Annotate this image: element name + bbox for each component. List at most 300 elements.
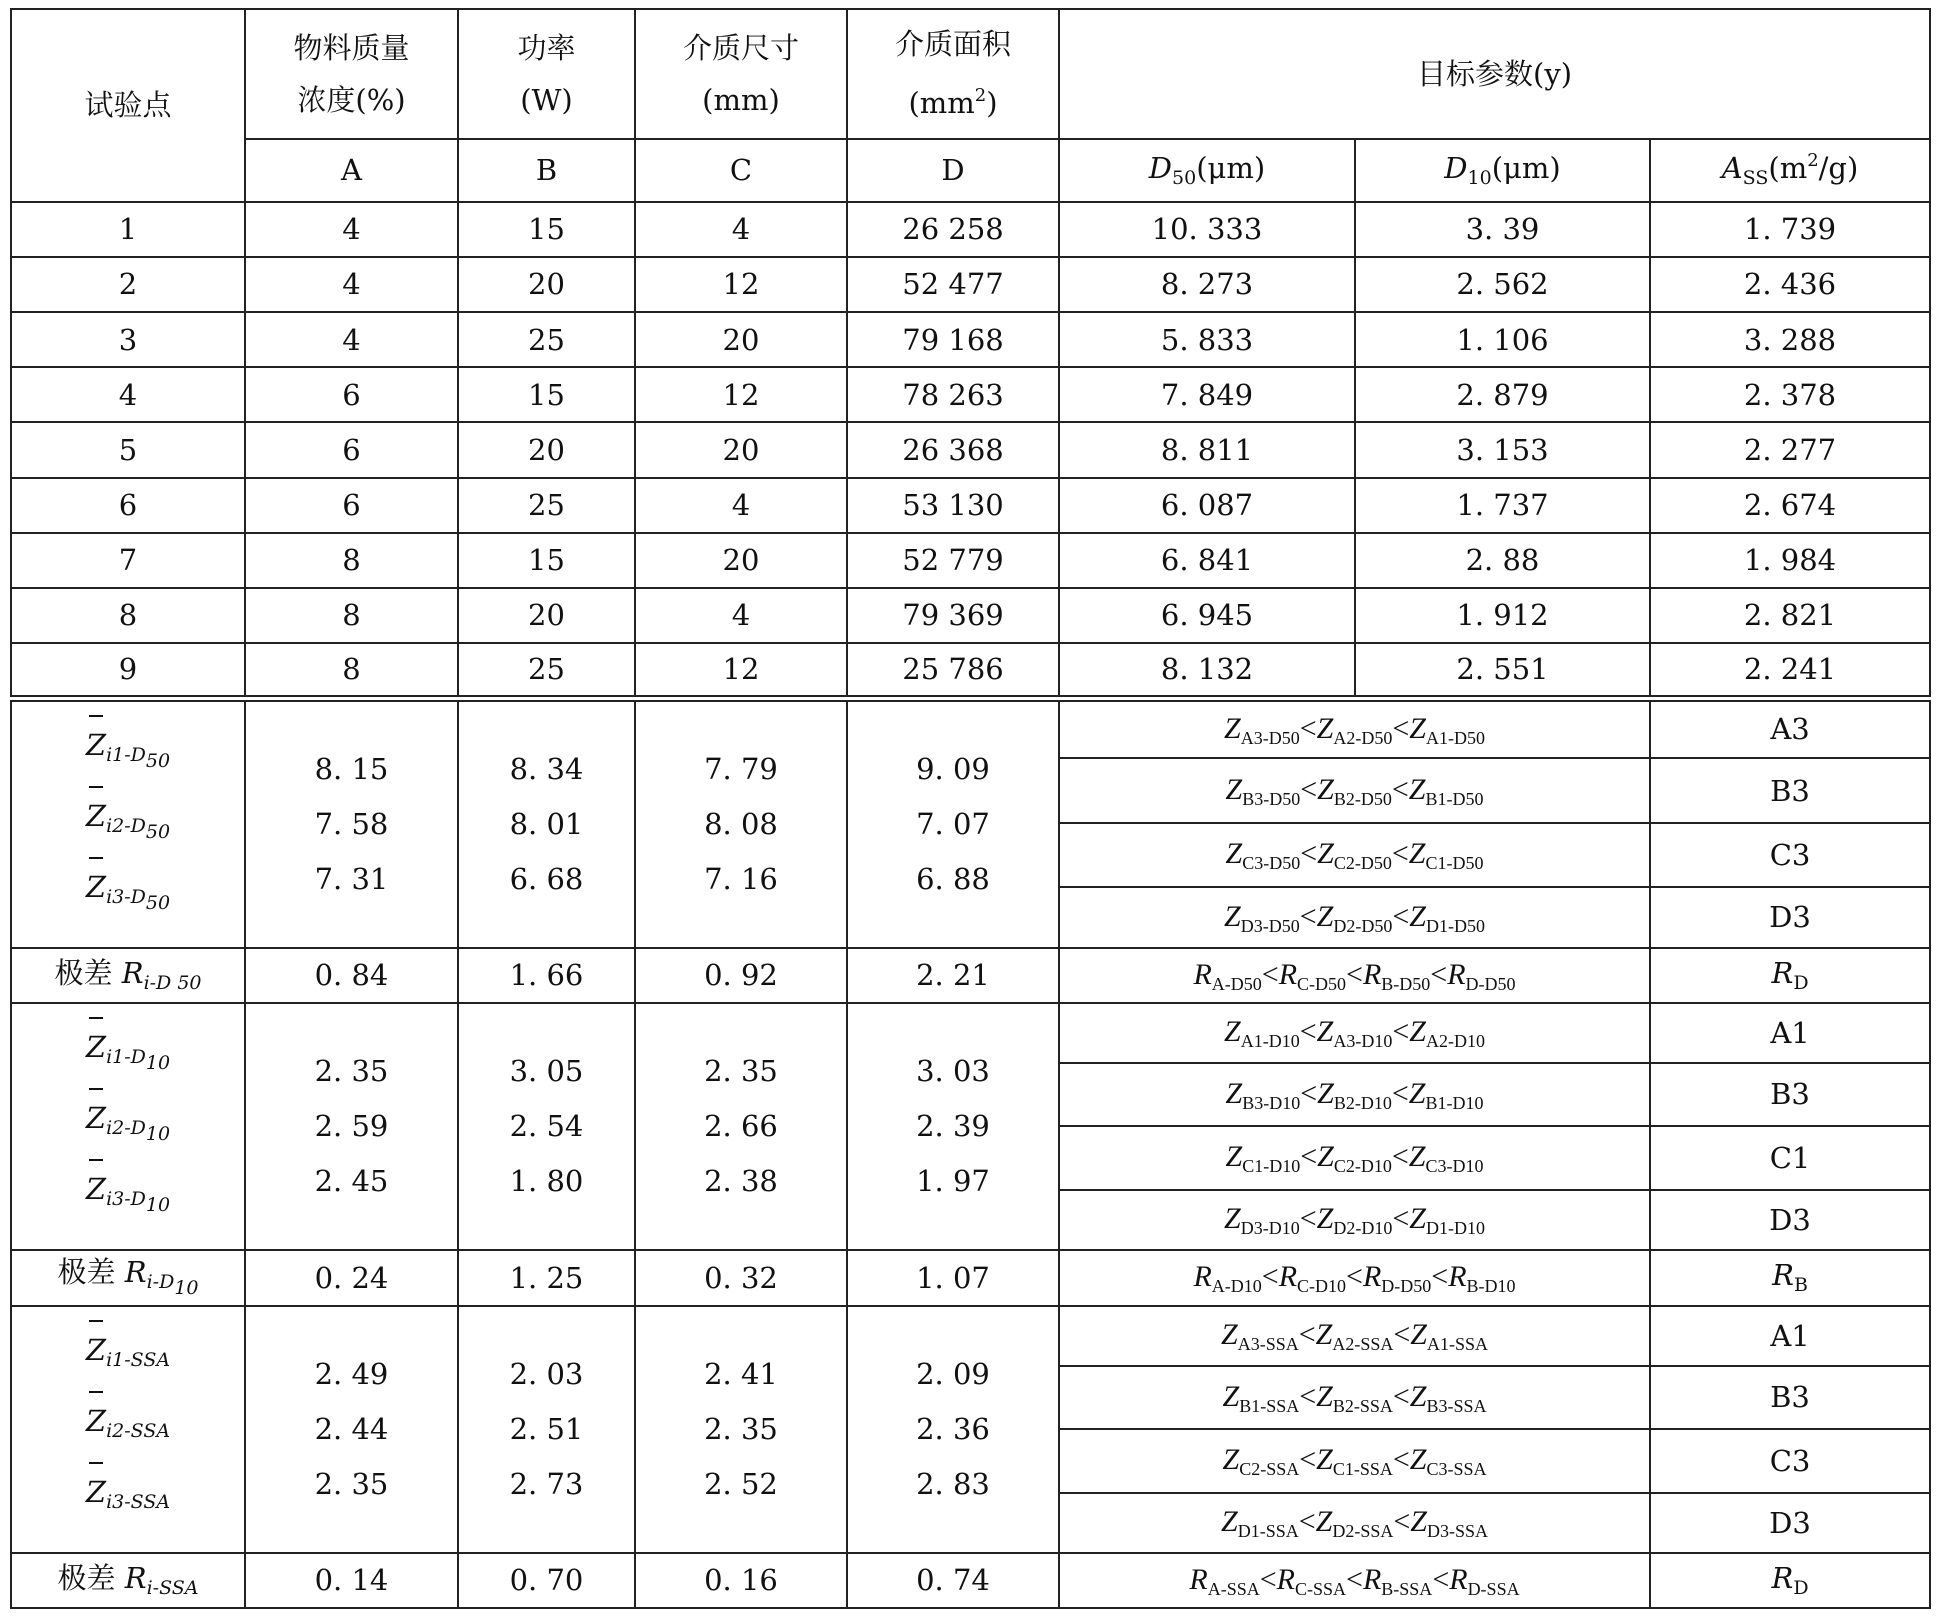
cell-value: 6 xyxy=(118,487,138,522)
table-row xyxy=(11,312,1930,367)
cell-value: 3 xyxy=(118,322,138,357)
table-cell xyxy=(1355,202,1650,257)
header-test-point xyxy=(11,9,245,202)
table-row xyxy=(11,202,1930,257)
orthogonal-test-table xyxy=(10,8,1931,1609)
symbol: Z xyxy=(1224,1015,1241,1049)
cell-value: 3. 39 xyxy=(1465,212,1540,247)
cell-value: 2. 436 xyxy=(1743,267,1837,302)
subscript: D2-D10 xyxy=(1333,1218,1393,1239)
symbol: R xyxy=(1362,957,1382,991)
less-than-sign: < xyxy=(1391,1140,1409,1174)
range-row xyxy=(11,1250,1930,1306)
mean-values-A xyxy=(245,1003,458,1250)
cell-value: 26 258 xyxy=(902,212,1004,247)
cell-value: 53 130 xyxy=(902,487,1004,522)
z-bar-symbol: Z xyxy=(86,1162,106,1217)
table-cell xyxy=(11,643,245,698)
subscript: A1-D50 xyxy=(1425,727,1485,748)
symbol: Z xyxy=(1224,1202,1241,1236)
mean-subscript xyxy=(106,1045,171,1074)
range-value-cell xyxy=(458,948,635,1003)
range-value: 0. 92 xyxy=(704,958,778,993)
cell-value: 3. 288 xyxy=(1743,322,1837,357)
z-bar-symbol: Z xyxy=(86,1465,106,1520)
table-cell xyxy=(1059,643,1355,698)
cell-value: 8 xyxy=(342,598,361,633)
symbol: Z xyxy=(1408,772,1426,806)
subscript-index: i2-SSA xyxy=(106,1419,171,1442)
symbol: Z xyxy=(1410,1317,1427,1351)
less-than-sign: < xyxy=(1392,1443,1410,1477)
table-cell xyxy=(1650,478,1930,533)
subscript: C3-SSA xyxy=(1426,1459,1487,1480)
table-cell xyxy=(458,643,635,698)
table-cell xyxy=(1355,478,1650,533)
order-cell xyxy=(1059,1126,1650,1190)
subscript: C2-SSA xyxy=(1239,1459,1300,1480)
cell-value: 2. 277 xyxy=(1743,432,1837,467)
cell-value: 5 xyxy=(118,432,138,467)
order-cell xyxy=(1059,887,1650,947)
cell-value: 20 xyxy=(722,322,760,357)
mean-label xyxy=(12,1091,244,1162)
less-than-sign: < xyxy=(1300,1140,1318,1174)
subscript: B-SSA xyxy=(1381,1578,1433,1599)
cell-value: 2. 562 xyxy=(1456,267,1549,302)
less-than-sign: < xyxy=(1299,1015,1317,1049)
subscript-index: i-D xyxy=(146,1271,175,1294)
mean-value: 2. 73 xyxy=(509,1466,584,1501)
less-than-sign: < xyxy=(1391,1076,1409,1110)
mean-subscript xyxy=(106,885,171,914)
symbol: Z xyxy=(1316,899,1334,933)
subscript-number: 10 xyxy=(174,1277,199,1300)
cell-value: 3. 153 xyxy=(1456,432,1549,467)
best-level-cell xyxy=(1650,1429,1930,1493)
table-cell xyxy=(1059,478,1355,533)
z-bar-symbol: Z xyxy=(86,1091,106,1146)
subscript: D2-SSA xyxy=(1332,1521,1394,1542)
subscript-index: i-SSA xyxy=(146,1577,199,1599)
target-unit: /g) xyxy=(1818,150,1859,185)
table-cell xyxy=(1355,422,1650,477)
mean-label xyxy=(12,789,244,860)
header-row-2 xyxy=(11,139,1930,202)
mean-value: 7. 79 xyxy=(704,751,778,786)
table-row xyxy=(11,643,1930,698)
subscript-index: i1-D xyxy=(106,1045,146,1068)
less-than-sign: < xyxy=(1392,711,1410,745)
range-value: 1. 07 xyxy=(916,1260,990,1295)
order-cell xyxy=(1059,758,1650,822)
table-cell xyxy=(635,367,847,422)
cell-value: 25 xyxy=(528,487,565,522)
mean-values-B xyxy=(458,1003,635,1250)
header-row-1 xyxy=(11,9,1930,139)
best-level-cell xyxy=(1650,1126,1930,1190)
mean-value: 7. 16 xyxy=(704,861,778,896)
factor-name: 功率 xyxy=(517,30,576,65)
range-label xyxy=(11,1553,245,1608)
header-factor-0 xyxy=(245,9,458,139)
symbol: R xyxy=(1193,1260,1212,1294)
subscript: B2-D10 xyxy=(1333,1092,1392,1113)
factor-unit xyxy=(636,74,846,126)
table-cell xyxy=(635,422,847,477)
subscript: B3-D10 xyxy=(1242,1092,1301,1113)
cell-value: 8 xyxy=(342,543,361,578)
mean-label xyxy=(12,1465,244,1536)
cell-value: 2. 241 xyxy=(1743,652,1837,687)
table-cell xyxy=(458,202,635,257)
less-than-sign: < xyxy=(1299,1202,1317,1236)
symbol: Z xyxy=(1409,1443,1427,1477)
subscript: D-D50 xyxy=(1381,1276,1432,1297)
order-cell xyxy=(1059,1306,1650,1366)
subscript: C-D50 xyxy=(1297,973,1347,994)
symbol: Z xyxy=(1317,837,1334,871)
mean-labels xyxy=(11,1003,245,1250)
range-label xyxy=(11,1250,245,1306)
cell-value: 6. 945 xyxy=(1160,598,1254,633)
cell-value: 4 xyxy=(731,487,751,522)
cell-value: 1. 737 xyxy=(1456,487,1549,522)
symbol: R xyxy=(1448,1260,1467,1294)
cell-value: 4 xyxy=(342,212,361,247)
table-row xyxy=(11,533,1930,588)
less-than-sign: < xyxy=(1299,711,1317,745)
factor-code-2 xyxy=(635,139,847,202)
cell-value: 6. 087 xyxy=(1160,487,1254,522)
cell-value: 26 368 xyxy=(902,432,1004,467)
table-cell xyxy=(245,643,458,698)
table-cell xyxy=(458,422,635,477)
mean-subscript xyxy=(106,1420,170,1442)
mean-value: 6. 88 xyxy=(916,861,990,896)
range-max-symbol: R xyxy=(1771,1561,1794,1595)
less-than-sign: < xyxy=(1346,1562,1363,1596)
range-value: 1. 66 xyxy=(509,958,584,993)
table-cell xyxy=(245,478,458,533)
mean-value: 2. 54 xyxy=(509,1108,584,1143)
table-row xyxy=(11,367,1930,422)
symbol: Z xyxy=(1317,772,1334,806)
target-params-label: 目标参数(y) xyxy=(1417,56,1573,91)
header-test-point-label: 试验点 xyxy=(84,88,172,123)
symbol: R xyxy=(1362,1260,1382,1294)
cell-value: 2. 879 xyxy=(1456,377,1549,412)
mean-value: 2. 39 xyxy=(916,1108,990,1143)
mean-subscript xyxy=(106,1187,171,1216)
cell-value: 6 xyxy=(342,432,361,467)
mean-value: 2. 66 xyxy=(704,1108,778,1143)
symbol: Z xyxy=(1408,1140,1426,1174)
cell-value: 2. 674 xyxy=(1743,487,1837,522)
target-subscript: 50 xyxy=(1172,166,1197,189)
subscript-index: i1-SSA xyxy=(106,1348,171,1371)
less-than-sign: < xyxy=(1392,899,1410,933)
range-value-cell xyxy=(245,948,458,1003)
subscript: A3-D10 xyxy=(1333,1031,1393,1052)
table-cell xyxy=(635,202,847,257)
factor-unit-text: (W) xyxy=(520,82,573,117)
cell-value: 6 xyxy=(342,487,361,522)
mean-values-C xyxy=(635,698,847,948)
header-factor-1 xyxy=(458,9,635,139)
table-cell xyxy=(1355,643,1650,698)
subscript-number: 50 xyxy=(145,891,171,914)
cell-value: 52 477 xyxy=(902,267,1004,302)
symbol: Z xyxy=(1316,711,1334,745)
subscript: C1-D10 xyxy=(1242,1156,1301,1177)
best-level-cell xyxy=(1650,887,1930,947)
cell-value: 20 xyxy=(528,267,565,302)
best-level: A1 xyxy=(1770,1318,1810,1353)
symbol: Z xyxy=(1316,1379,1333,1413)
mean-label xyxy=(12,860,244,931)
table-cell xyxy=(11,257,245,312)
symbol: Z xyxy=(1224,899,1241,933)
cell-value: 8 xyxy=(342,652,361,687)
cell-value: 20 xyxy=(528,432,565,467)
factor-unit-text: ) xyxy=(986,86,998,121)
order-cell xyxy=(1059,1190,1650,1250)
z-bar-symbol: Z xyxy=(86,1020,106,1075)
range-value-cell xyxy=(245,1250,458,1306)
table-cell xyxy=(1650,643,1930,698)
best-level-cell xyxy=(1650,698,1930,758)
cell-value: 2. 88 xyxy=(1465,543,1540,578)
order-cell xyxy=(1059,1003,1650,1063)
mean-value: 8. 34 xyxy=(509,751,584,786)
table-cell xyxy=(847,422,1059,477)
symbol: Z xyxy=(1408,837,1426,871)
symbol: Z xyxy=(1315,1505,1333,1539)
spacer xyxy=(113,956,122,990)
cell-value: 2 xyxy=(118,267,138,302)
symbol: Z xyxy=(1224,711,1241,745)
range-value-cell xyxy=(635,948,847,1003)
mean-values-D xyxy=(847,698,1059,948)
cell-value: 79 168 xyxy=(902,322,1004,357)
table-cell xyxy=(1355,257,1650,312)
less-than-sign: < xyxy=(1392,1202,1410,1236)
mean-label xyxy=(12,1394,244,1465)
subscript-index: i3-D xyxy=(106,1187,146,1210)
subscript-index: i1-D xyxy=(106,743,146,766)
mean-value: 7. 58 xyxy=(314,806,389,841)
mean-value: 2. 35 xyxy=(314,1053,389,1088)
table-cell xyxy=(847,533,1059,588)
cell-value: 12 xyxy=(722,377,760,412)
order-cell xyxy=(1059,823,1650,887)
less-than-sign: < xyxy=(1300,1076,1318,1110)
cell-value: 52 779 xyxy=(902,543,1004,578)
mean-labels xyxy=(11,1306,245,1553)
mean-group-row xyxy=(11,698,1930,758)
less-than-sign: < xyxy=(1432,1562,1450,1596)
subscript-index: i-D xyxy=(143,972,172,995)
mean-value: 7. 07 xyxy=(916,806,990,841)
subscript: D3-D50 xyxy=(1240,915,1300,936)
mean-subscript xyxy=(106,1491,170,1513)
table-cell xyxy=(1059,367,1355,422)
subscript-index: i2-D xyxy=(106,1116,146,1139)
symbol: R xyxy=(1447,957,1466,991)
less-than-sign: < xyxy=(1259,1562,1277,1596)
table-cell xyxy=(1059,202,1355,257)
spacer xyxy=(116,1561,125,1595)
symbol: Z xyxy=(1221,1505,1238,1539)
range-row xyxy=(11,1553,1930,1608)
symbol: Z xyxy=(1315,1317,1333,1351)
table-cell xyxy=(245,367,458,422)
table-cell xyxy=(1650,367,1930,422)
range-order-cell xyxy=(1059,1250,1650,1306)
best-level: C1 xyxy=(1769,1141,1811,1176)
best-level: A3 xyxy=(1770,712,1810,747)
mean-label xyxy=(12,1323,244,1394)
header-factor-2 xyxy=(635,9,847,139)
target-subscript: 10 xyxy=(1467,166,1492,189)
table-cell xyxy=(635,643,847,698)
cell-value: 4 xyxy=(118,377,138,412)
subscript: A1-D10 xyxy=(1240,1031,1300,1052)
factor-code-3 xyxy=(847,139,1059,202)
mean-value: 2. 45 xyxy=(314,1163,389,1198)
order-cell xyxy=(1059,1429,1650,1493)
table-cell xyxy=(245,588,458,643)
symbol: Z xyxy=(1225,772,1243,806)
range-order-cell xyxy=(1059,948,1650,1003)
factor-unit-text: (mm) xyxy=(702,82,780,117)
less-than-sign: < xyxy=(1300,837,1318,871)
subscript: A-SSA xyxy=(1207,1578,1260,1599)
cell-value: 15 xyxy=(528,212,565,247)
less-than-sign: < xyxy=(1298,1505,1316,1539)
range-max-symbol: R xyxy=(1772,1258,1794,1293)
subscript: C1-D50 xyxy=(1425,853,1484,874)
subscript: D3-SSA xyxy=(1426,1521,1488,1542)
factor-code: B xyxy=(535,153,558,188)
mean-values-C xyxy=(635,1306,847,1553)
factor-unit xyxy=(246,74,457,126)
symbol: Z xyxy=(1316,1443,1333,1477)
less-than-sign: < xyxy=(1391,772,1409,806)
subscript: A3-D50 xyxy=(1240,727,1300,748)
subscript-number: 50 xyxy=(145,749,171,772)
cell-value: 1. 984 xyxy=(1743,543,1837,578)
mean-value: 2. 03 xyxy=(509,1356,584,1391)
less-than-sign: < xyxy=(1393,1317,1411,1351)
subscript: A2-SSA xyxy=(1332,1333,1394,1354)
range-max-subscript: D xyxy=(1793,972,1809,995)
cell-value: 1. 739 xyxy=(1743,212,1837,247)
subscript: D1-D10 xyxy=(1425,1218,1485,1239)
factor-code-1 xyxy=(458,139,635,202)
best-level: B3 xyxy=(1770,773,1810,808)
factor-code: D xyxy=(941,153,965,188)
table-cell xyxy=(847,478,1059,533)
mean-value: 2. 52 xyxy=(704,1466,778,1501)
mean-value: 2. 49 xyxy=(314,1356,389,1391)
cell-value: 2. 821 xyxy=(1743,598,1837,633)
less-than-sign: < xyxy=(1261,957,1279,991)
range-value: 0. 84 xyxy=(314,958,389,993)
symbol: Z xyxy=(1221,1317,1238,1351)
subscript-index: i3-SSA xyxy=(106,1490,171,1513)
factor-name: 介质尺寸 xyxy=(682,30,799,65)
table-cell xyxy=(1650,588,1930,643)
target-subscript: SS xyxy=(1742,166,1769,189)
less-than-sign: < xyxy=(1392,1379,1410,1413)
table-cell xyxy=(1650,422,1930,477)
range-value-cell xyxy=(847,948,1059,1003)
mean-value: 2. 44 xyxy=(314,1411,389,1446)
cell-value: 12 xyxy=(722,267,760,302)
subscript: A1-SSA xyxy=(1426,1333,1488,1354)
range-subscript xyxy=(146,1271,199,1300)
target-symbol: D xyxy=(1444,150,1468,185)
factor-name: 物料质量 xyxy=(293,30,410,65)
symbol: R xyxy=(1276,1562,1295,1596)
range-value-cell xyxy=(847,1553,1059,1608)
mean-values-B xyxy=(458,698,635,948)
range-label xyxy=(11,948,245,1003)
table-cell xyxy=(847,312,1059,367)
mean-value: 2. 35 xyxy=(704,1053,778,1088)
cell-value: 15 xyxy=(528,377,565,412)
header-target-params xyxy=(1059,9,1930,139)
cell-value: 8. 273 xyxy=(1160,267,1254,302)
best-level: C3 xyxy=(1769,838,1811,873)
table-cell xyxy=(458,533,635,588)
target-symbol: D xyxy=(1148,150,1173,185)
symbol: Z xyxy=(1225,837,1243,871)
range-order-cell xyxy=(1059,1553,1650,1608)
mean-value: 2. 38 xyxy=(704,1163,778,1198)
cell-value: 9 xyxy=(118,652,138,687)
range-value: 1. 25 xyxy=(509,1260,584,1295)
symbol: Z xyxy=(1409,1015,1426,1049)
header-factor-3 xyxy=(847,9,1059,139)
range-value-cell xyxy=(458,1250,635,1306)
factor-unit-text: 浓度(%) xyxy=(297,82,406,117)
table-cell xyxy=(635,478,847,533)
range-value: 0. 24 xyxy=(314,1260,389,1295)
table-cell xyxy=(847,643,1059,698)
range-max-cell xyxy=(1650,948,1930,1003)
mean-value: 8. 15 xyxy=(314,751,389,786)
cell-value: 25 xyxy=(528,322,565,357)
mean-value: 2. 83 xyxy=(916,1466,990,1501)
less-than-sign: < xyxy=(1430,957,1448,991)
target-col-2 xyxy=(1650,139,1930,202)
less-than-sign: < xyxy=(1346,957,1363,991)
symbol: Z xyxy=(1409,899,1426,933)
table-cell xyxy=(11,312,245,367)
subscript: D1-SSA xyxy=(1237,1521,1299,1542)
table-cell xyxy=(1355,533,1650,588)
z-bar-symbol: Z xyxy=(86,789,106,844)
cell-value: 6 xyxy=(342,377,361,412)
cell-value: 10. 333 xyxy=(1151,212,1263,247)
subscript: B-D10 xyxy=(1466,1276,1516,1297)
z-bar-symbol: Z xyxy=(86,1323,106,1378)
best-level-cell xyxy=(1650,1366,1930,1430)
subscript: D1-D50 xyxy=(1425,915,1485,936)
